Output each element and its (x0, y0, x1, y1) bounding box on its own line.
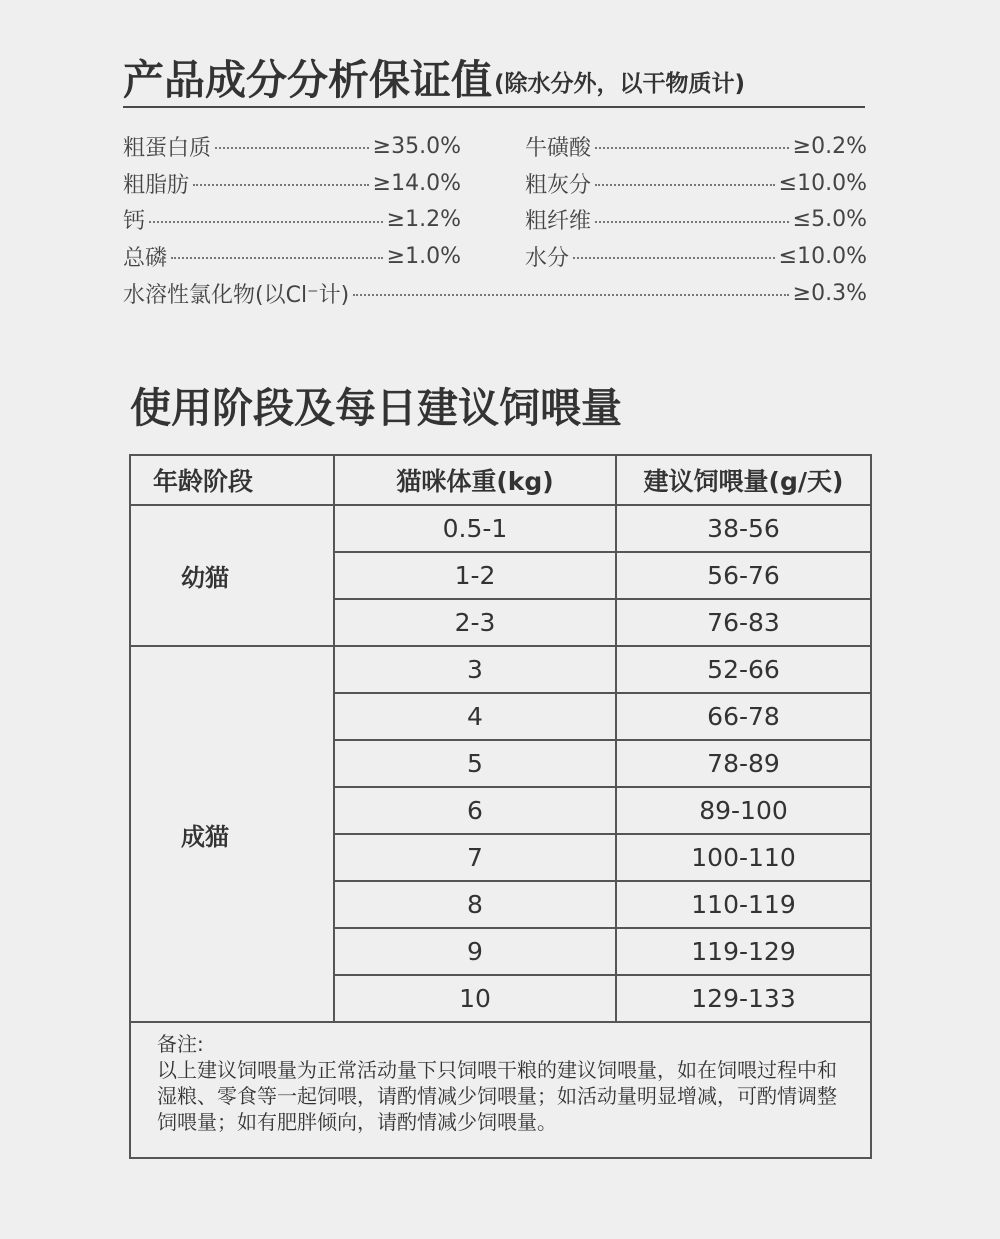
item-value: ≥35.0% (372, 133, 461, 159)
item-name: 粗纤维 (525, 209, 592, 235)
weight-cell: 10 (334, 975, 616, 1022)
item-name: 粗蛋白质 (123, 135, 212, 161)
item-value: ≤5.0% (792, 207, 867, 233)
item-value: ≥0.2% (792, 133, 867, 159)
weight-cell: 8 (334, 881, 616, 928)
item-name: 钙 (123, 209, 146, 235)
note-label: 备注: (157, 1032, 204, 1056)
item-value: ≥14.0% (372, 170, 461, 196)
analysis-item (123, 278, 867, 309)
analysis-row (123, 275, 867, 312)
leader-dots (171, 257, 383, 259)
amount-cell: 78-89 (616, 740, 871, 787)
analysis-title-main: 产品成分分析保证值 (123, 56, 492, 104)
note-text: 以上建议饲喂量为正常活动量下只饲喂干粮的建议饲喂量，如在饲喂过程中和湿粮、零食等一起饲喂，请酌情减少饲喂量；如活动量明显增减，可酌情调整饲喂量；如有肥胖倾向，请酌情减少饲喂量。 (157, 1058, 837, 1134)
amount-cell: 110-119 (616, 881, 871, 928)
amount-cell: 100-110 (616, 834, 871, 881)
stage-kitten: 幼猫 (130, 505, 334, 646)
weight-cell: 1-2 (334, 552, 616, 599)
item-value: ≤10.0% (778, 243, 867, 269)
leader-dots (595, 184, 775, 186)
feeding-table (129, 454, 872, 1159)
amount-cell: 66-78 (616, 693, 871, 740)
analysis-item (525, 131, 867, 162)
weight-cell: 9 (334, 928, 616, 975)
analysis-item (525, 204, 867, 235)
note-cell (130, 1022, 871, 1158)
leader-dots (149, 221, 383, 223)
weight-cell: 7 (334, 834, 616, 881)
analysis-list (123, 128, 867, 311)
analysis-title (123, 48, 865, 108)
note-row (130, 1022, 871, 1158)
amount-cell: 52-66 (616, 646, 871, 693)
weight-cell: 3 (334, 646, 616, 693)
item-name: 粗灰分 (525, 172, 592, 198)
amount-cell: 56-76 (616, 552, 871, 599)
analysis-item (525, 241, 867, 272)
analysis-item (123, 241, 461, 272)
analysis-item (123, 204, 461, 235)
leader-dots (353, 294, 788, 296)
header-age-stage: 年龄阶段 (130, 455, 334, 505)
table-row (130, 646, 871, 693)
weight-cell: 4 (334, 693, 616, 740)
table-header-row (130, 455, 871, 505)
item-value: ≥0.3% (792, 280, 867, 306)
amount-cell: 119-129 (616, 928, 871, 975)
analysis-item (525, 168, 867, 199)
item-name: 牛磺酸 (525, 135, 592, 161)
leader-dots (595, 147, 789, 149)
amount-cell: 89-100 (616, 787, 871, 834)
leader-dots (215, 147, 369, 149)
item-name: 水溶性氯化物(以Cl⁻计) (123, 282, 350, 308)
analysis-item (123, 131, 461, 162)
analysis-item (123, 168, 461, 199)
item-value: ≥1.2% (386, 207, 461, 233)
analysis-row (123, 201, 867, 238)
leader-dots (573, 257, 775, 259)
feeding-title: 使用阶段及每日建议饲喂量 (130, 384, 622, 432)
analysis-row (123, 238, 867, 275)
header-cat-weight: 猫咪体重(kg) (334, 455, 616, 505)
stage-adult-cat: 成猫 (130, 646, 334, 1022)
weight-cell: 2-3 (334, 599, 616, 646)
weight-cell: 0.5-1 (334, 505, 616, 552)
table-row (130, 505, 871, 552)
analysis-row (123, 165, 867, 202)
amount-cell: 76-83 (616, 599, 871, 646)
weight-cell: 5 (334, 740, 616, 787)
item-name: 水分 (525, 245, 570, 271)
amount-cell: 38-56 (616, 505, 871, 552)
amount-cell: 129-133 (616, 975, 871, 1022)
item-name: 粗脂肪 (123, 172, 190, 198)
item-value: ≤10.0% (778, 170, 867, 196)
analysis-title-note: (除水分外，以干物质计) (494, 71, 746, 97)
leader-dots (595, 221, 789, 223)
weight-cell: 6 (334, 787, 616, 834)
leader-dots (193, 184, 369, 186)
item-name: 总磷 (123, 245, 168, 271)
item-value: ≥1.0% (386, 243, 461, 269)
header-feeding-amount: 建议饲喂量(g/天) (616, 455, 871, 505)
analysis-row (123, 128, 867, 165)
